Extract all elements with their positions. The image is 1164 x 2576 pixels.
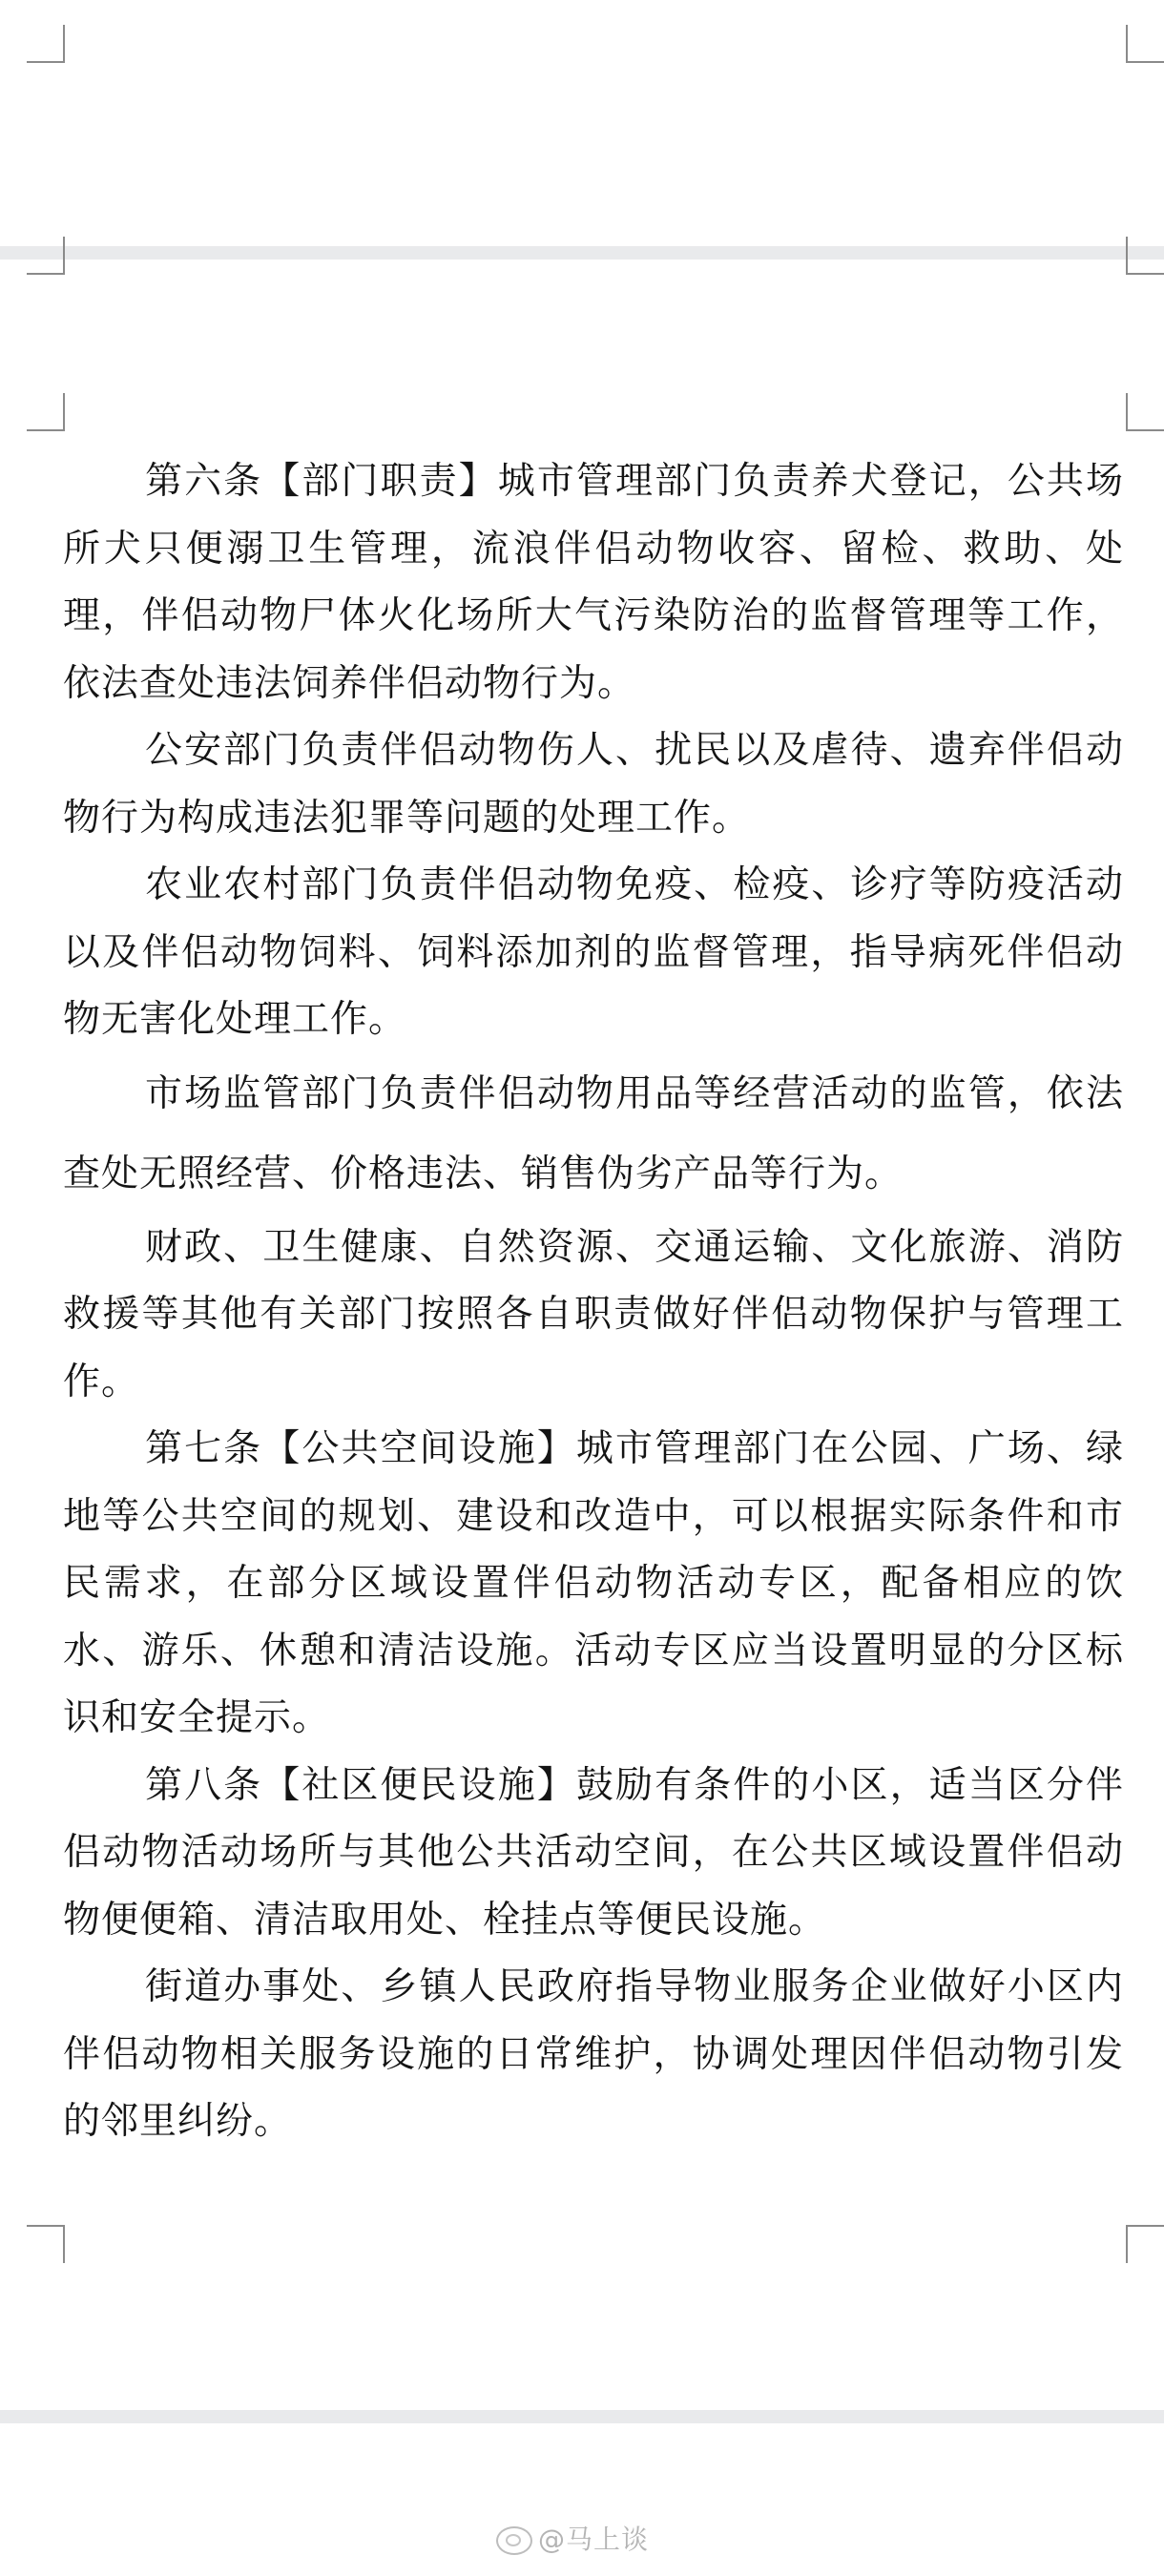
market-regulation-paragraph: 市场监管部门负责伴侣动物用品等经营活动的监管，依法查处无照经营、价格违法、销售伪劣产品等行为。 [63,1071,1124,1195]
weibo-icon [496,2526,532,2555]
article-7-paragraph: 第七条【公共空间设施】城市管理部门在公园、广场、绿地等公共空间的规划、建设和改造中，可以根据实际条件和市民需求，在部分区域设置伴侣动物活动专区，配备相应的饮水、游乐、休憩和清洁设施。活动专区应当设置明显的分区标识和安全提示。 [63,1427,1124,1739]
margin-corner-mark [27,237,65,275]
subdistrict-office-paragraph: 街道办事处、乡镇人民政府指导物业服务企业做好小区内伴侣动物相关服务设施的日常维护，协调处理因伴侣动物引发的邻里纠纷。 [63,1965,1124,2143]
watermark-text: @马上谈 [538,2524,650,2555]
margin-corner-mark [1126,2225,1164,2263]
other-departments-paragraph: 财政、卫生健康、自然资源、交通运输、文化旅游、消防救援等其他有关部门按照各自职责做好伴侣动物保护与管理工作。 [63,1225,1124,1403]
margin-corner-mark [27,2225,65,2263]
watermark [496,2519,649,2557]
margin-corner-mark [1126,25,1164,63]
agriculture-paragraph: 农业农村部门负责伴侣动物免疫、检疫、诊疗等防疫活动以及伴侣动物饲料、饲料添加剂的监督管理，指导病死伴侣动物无害化处理工作。 [63,863,1124,1041]
public-security-paragraph: 公安部门负责伴侣动物伤人、扰民以及虐待、遗弃伴侣动物行为构成违法犯罪等问题的处理工作。 [63,729,1124,840]
document-body [63,448,1124,2156]
article-8-paragraph: 第八条【社区便民设施】鼓励有条件的小区，适当区分伴侣动物活动场所与其他公共活动空间，在公共区域设置伴侣动物便便箱、清洁取用处、栓挂点等便民设施。 [63,1763,1124,1942]
document-page [0,260,1164,2410]
margin-corner-mark [27,25,65,63]
article-6-paragraph: 第六条【部门职责】城市管理部门负责养犬登记，公共场所犬只便溺卫生管理，流浪伴侣动物收容、留检、救助、处理，伴侣动物尸体火化场所大气污染防治的监督管理等工作，依法查处违法饲养伴侣动物行为。 [63,460,1124,705]
page-top [0,0,1164,246]
margin-corner-mark [27,393,65,431]
margin-corner-mark [1126,393,1164,431]
margin-corner-mark [1126,237,1164,275]
